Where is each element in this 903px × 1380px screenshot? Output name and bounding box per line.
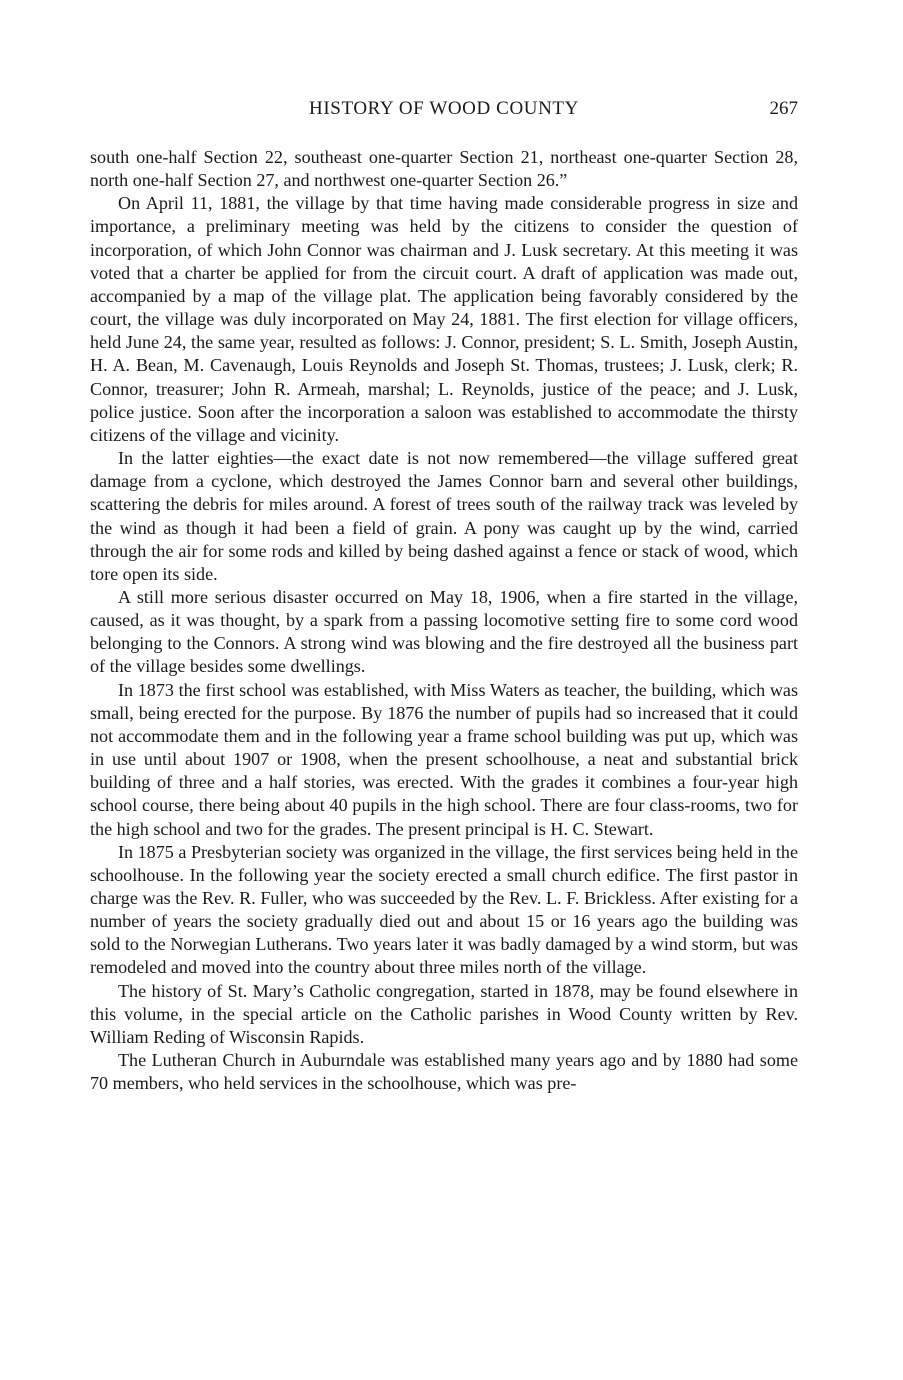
book-page <box>90 98 798 1095</box>
page-header <box>90 98 798 128</box>
paragraph-catholic: The history of St. Mary’s Catholic congregation, started in 1878, may be found elsewhere in this volume, in the special article on the Catholic parishes in Wood County written by Rev. William Reding of Wisconsin Rapids. <box>90 980 798 1047</box>
paragraph-presbyterian: In 1875 a Presbyterian society was organized in the village, the first services being held in the schoolhouse. In the following year the society erected a small church edifice. The first pastor in charge was the Rev. R. Fuller, who was succeeded by the Rev. L. F. Brickless. After existing for a number of years the society gradually died out and about 15 or 16 years ago the building was sold to the Norwegian Lutherans. Two years later it was badly damaged by a wind storm, but was remodeled and moved into the country about three miles north of the village. <box>90 841 798 978</box>
paragraph-lutheran: The Lutheran Church in Auburndale was established many years ago and by 1880 had some 70 members, who held services in the schoolhouse, which was pre- <box>90 1050 798 1094</box>
paragraph-cyclone: In the latter eighties—the exact date is not now remembered—the village suffered great damage from a cyclone, which destroyed the James Connor barn and several other buildings, scattering the debris for miles around. A forest of trees south of the railway track was leveled by the wind as though it had been a field of grain. A pony was caught up by the wind, carried through the air for some rods and killed by being dashed against a fence or stack of wood, which tore open its side. <box>90 448 798 584</box>
paragraph-fire: A still more serious disaster occurred on May 18, 1906, when a fire started in the village, caused, as it was thought, by a spark from a passing locomotive setting fire to some cord wood belonging to the Connors. A strong wind was blowing and the fire destroyed all the business part of the village besides some dwellings. <box>90 586 798 677</box>
paragraph-incorporation: On April 11, 1881, the village by that time having made considerable progress in size and importance, a preliminary meeting was held by the citizens to consider the question of incorporation, of which John Connor was chairman and J. Lusk secretary. At this meeting it was voted that a charter be applied for from the circuit court. A draft of application was made out, accompanied by a map of the village plat. The application being favorably considered by the court, the village was duly incorporated on May 24, 1881. The first election for village officers, held June 24, the same year, resulted as follows: J. Connor, president; S. L. Smith, Joseph Austin, H. A. Bean, M. Cavenaugh, Louis Reynolds and Joseph St. Thomas, trustees; J. Lusk, clerk; R. Connor, treasurer; John R. Armeah, marshal; L. Reynolds, justice of the peace; and J. Lusk, police justice. Soon after the incorporation a saloon was established to accommodate the thirsty citizens of the village and vicinity. <box>90 193 798 445</box>
paragraph-school: In 1873 the first school was established, with Miss Waters as teacher, the building, which was small, being erected for the purpose. By 1876 the number of pupils had so increased that it could not accommodate them and in the following year a frame school building was put up, which was in use until about 1907 or 1908, when the present schoolhouse, a neat and substantial brick building of three and a half stories, was erected. With the grades it combines a four-year high school course, there being about 40 pupils in the high school. There are four class-rooms, two for the high school and two for the grades. The present principal is H. C. Stewart. <box>90 679 798 839</box>
paragraph-continued: south one-half Section 22, southeast one-quarter Section 21, northeast one-quarter Section 28, north one-half Section 27, and northwest one-quarter Section 26.” <box>90 147 798 191</box>
running-title: HISTORY OF WOOD COUNTY <box>309 98 579 119</box>
page-number: 267 <box>769 98 798 119</box>
body-text <box>90 146 798 1095</box>
